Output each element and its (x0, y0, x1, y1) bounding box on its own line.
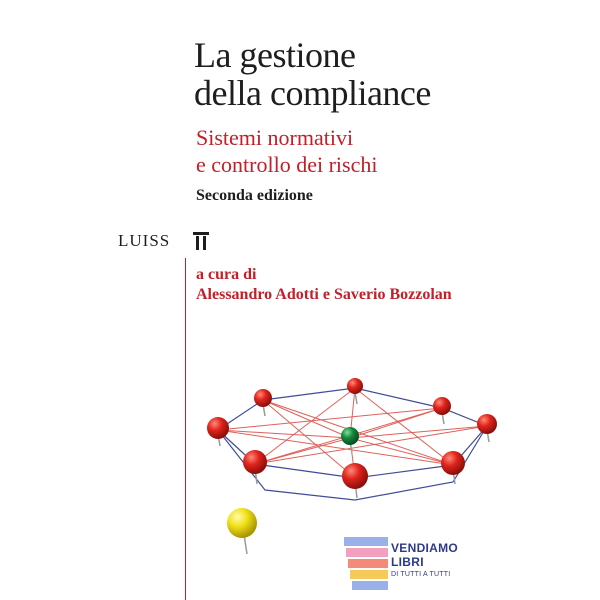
curated-by-label: a cura di (196, 266, 257, 283)
subtitle-line-1: Sistemi normativi (196, 125, 354, 150)
title-line-1: La gestione (194, 35, 356, 75)
badge-text (391, 541, 458, 581)
book-title (194, 36, 431, 112)
title-line-2: della compliance (194, 73, 431, 113)
badge-line-3: DI TUTTI A TUTTI (391, 571, 451, 578)
edition-label: Seconda edizione (196, 187, 313, 204)
badge-line-1: VENDIAMO (391, 541, 459, 555)
subtitle-line-2: e controllo dei rischi (196, 152, 378, 177)
publisher-name: LUISS (118, 231, 171, 250)
column-logo-icon (193, 232, 209, 250)
curators-names: Alessandro Adotti e Saverio Bozzolan (196, 286, 452, 303)
book-subtitle (196, 124, 377, 178)
badge-line-2: LIBRI (391, 555, 424, 569)
